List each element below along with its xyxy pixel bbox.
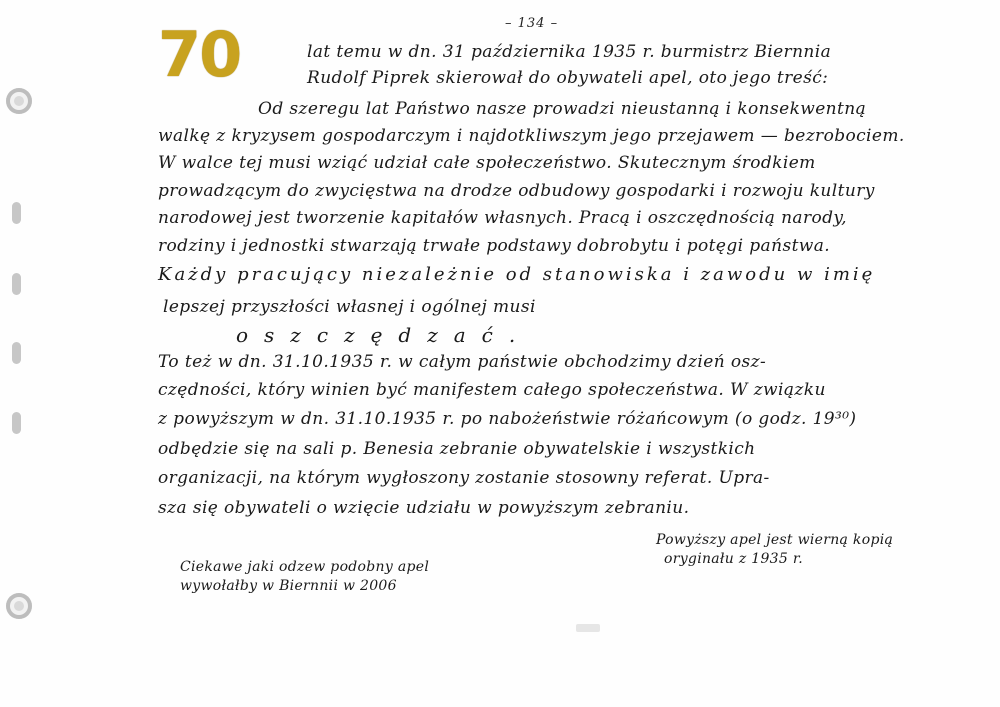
text-line: narodowej jest tworzenie kapitałów własnych. Pracą i oszczędnością narody, <box>158 208 847 228</box>
faint-stamp-mark <box>576 624 600 632</box>
text-line: walkę z kryzysem gospodarczym i najdotkliwszym jego przejawem — bezrobociem. <box>158 126 905 146</box>
text-line: odbędzie się na sali p. Benesia zebranie obywatelskie i wszystkich <box>158 439 756 459</box>
headline-number: 70 <box>158 18 241 91</box>
text-line: lat temu w dn. 31 października 1935 r. burmistrz Biernnia <box>307 42 832 62</box>
copy-note-line: Powyższy apel jest wierną kopią <box>656 532 894 548</box>
text-line: Rudolf Piprek skierował do obywateli apel, oto jego treść: <box>307 68 829 88</box>
binder-slot <box>12 412 21 434</box>
text-line: prowadzącym do zwycięstwa na drodze odbudowy gospodarki i rozwoju kultury <box>158 181 875 201</box>
text-line: organizacji, na którym wygłoszony zostanie stosowny referat. Upra- <box>158 468 770 488</box>
text-line: lepszej przyszłości własnej i ogólnej musi <box>163 297 536 317</box>
text-line: Każdy pracujący niezależnie od stanowiska i zawodu w imię <box>158 264 876 285</box>
binder-hole-bottom <box>6 593 32 619</box>
text-line: rodziny i jednostki stwarzają trwałe podstawy dobrobytu i potęgi państwa. <box>158 236 831 256</box>
text-line: To też w dn. 31.10.1935 r. w całym państwie obchodzimy dzień osz- <box>158 352 767 372</box>
text-line: Od szeregu lat Państwo nasze prowadzi nieustanną i konsekwentną <box>258 99 867 119</box>
text-line: sza się obywateli o wzięcie udziału w powyższym zebraniu. <box>158 498 690 518</box>
text-line: czędności, który winien być manifestem całego społeczeństwa. W związku <box>158 380 826 400</box>
copy-note-line: oryginału z 1935 r. <box>664 551 804 567</box>
binder-slot <box>12 202 21 224</box>
margin-note-line: wywołałby w Biernnii w 2006 <box>180 578 397 594</box>
binder-slot <box>12 342 21 364</box>
binder-slot <box>12 273 21 295</box>
text-line: z powyższym w dn. 31.10.1935 r. po nabożeństwie różańcowym (o godz. 19³⁰) <box>158 409 857 429</box>
text-line: W walce tej musi wziąć udział całe społeczeństwo. Skutecznym środkiem <box>158 153 816 173</box>
margin-note-line: Ciekawe jaki odzew podobny apel <box>180 559 430 575</box>
page-number: – 134 – <box>505 16 559 31</box>
binder-hole-top <box>6 88 32 114</box>
text-line-emphasis: oszczędzać. <box>236 323 532 347</box>
